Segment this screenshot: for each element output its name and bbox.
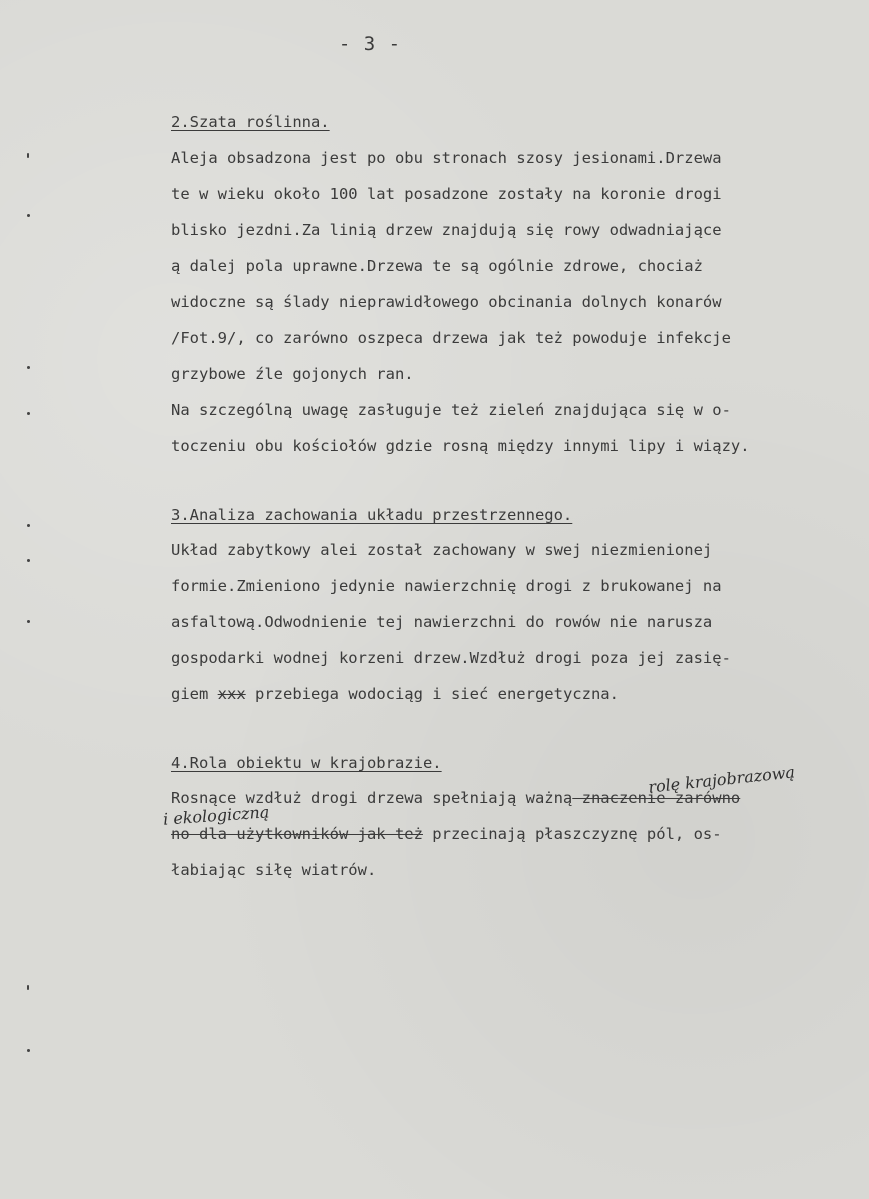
margin-mark bbox=[27, 985, 29, 990]
text-line: grzybowe źle gojonych ran. bbox=[171, 365, 414, 383]
margin-mark bbox=[27, 153, 29, 158]
section-heading-4: 4.Rola obiektu w krajobrazie. bbox=[171, 754, 442, 772]
text-line: gospodarki wodnej korzeni drzew.Wzdłuż drogi poza jej zasię- bbox=[171, 649, 731, 667]
text-line: te w wieku około 100 lat posadzone zostały na koronie drogi bbox=[171, 185, 722, 203]
section-heading-2: 2.Szata roślinna. bbox=[171, 113, 330, 131]
text-fragment: giem bbox=[171, 685, 218, 703]
text-line: /Fot.9/, co zarówno oszpeca drzewa jak też powoduje infekcje bbox=[171, 329, 731, 347]
handwritten-annotation: i ekologiczną bbox=[162, 802, 270, 829]
text-line: blisko jezdni.Za linią drzew znajdują się rowy odwadniające bbox=[171, 221, 722, 239]
struck-text: no dla użytkowników jak też bbox=[171, 825, 423, 843]
handwritten-annotation: rolę krajobrazową bbox=[647, 762, 796, 797]
margin-mark bbox=[27, 214, 30, 217]
text-line: ą dalej pola uprawne.Drzewa te są ogólnie zdrowe, chociaż bbox=[171, 257, 703, 275]
margin-mark bbox=[27, 366, 30, 369]
text-line: toczeniu obu kościołów gdzie rosną między innymi lipy i wiązy. bbox=[171, 437, 750, 455]
margin-mark bbox=[27, 1049, 30, 1052]
struck-text: xxx bbox=[217, 685, 246, 703]
text-line bbox=[171, 685, 619, 703]
page-number: - 3 - bbox=[338, 33, 402, 55]
margin-mark bbox=[27, 524, 30, 527]
struck-text: znaczenie zarówno bbox=[572, 789, 741, 807]
margin-mark bbox=[27, 620, 30, 623]
text-line bbox=[171, 825, 722, 843]
margin-mark bbox=[27, 412, 30, 415]
text-fragment: przecinają płaszczyznę pól, os- bbox=[422, 825, 722, 843]
section-heading-3: 3.Analiza zachowania układu przestrzennego. bbox=[171, 506, 573, 524]
text-fragment: Rosnące wzdłuż drogi drzewa spełniają ważną bbox=[171, 789, 573, 807]
text-line: formie.Zmieniono jedynie nawierzchnię drogi z brukowanej na bbox=[171, 577, 722, 595]
text-line: Układ zabytkowy alei został zachowany w swej niezmienionej bbox=[171, 541, 713, 559]
text-fragment: przebiega wodociąg i sieć energetyczna. bbox=[245, 685, 619, 703]
text-line: łabiając siłę wiatrów. bbox=[171, 861, 377, 879]
text-line: asfaltową.Odwodnienie tej nawierzchni do rowów nie narusza bbox=[171, 613, 713, 631]
margin-mark bbox=[27, 559, 30, 562]
text-line: Na szczególną uwagę zasługuje też zieleń znajdująca się w o- bbox=[171, 401, 731, 419]
text-line: widoczne są ślady nieprawidłowego obcinania dolnych konarów bbox=[171, 293, 722, 311]
text-line: Aleja obsadzona jest po obu stronach szosy jesionami.Drzewa bbox=[171, 149, 722, 167]
